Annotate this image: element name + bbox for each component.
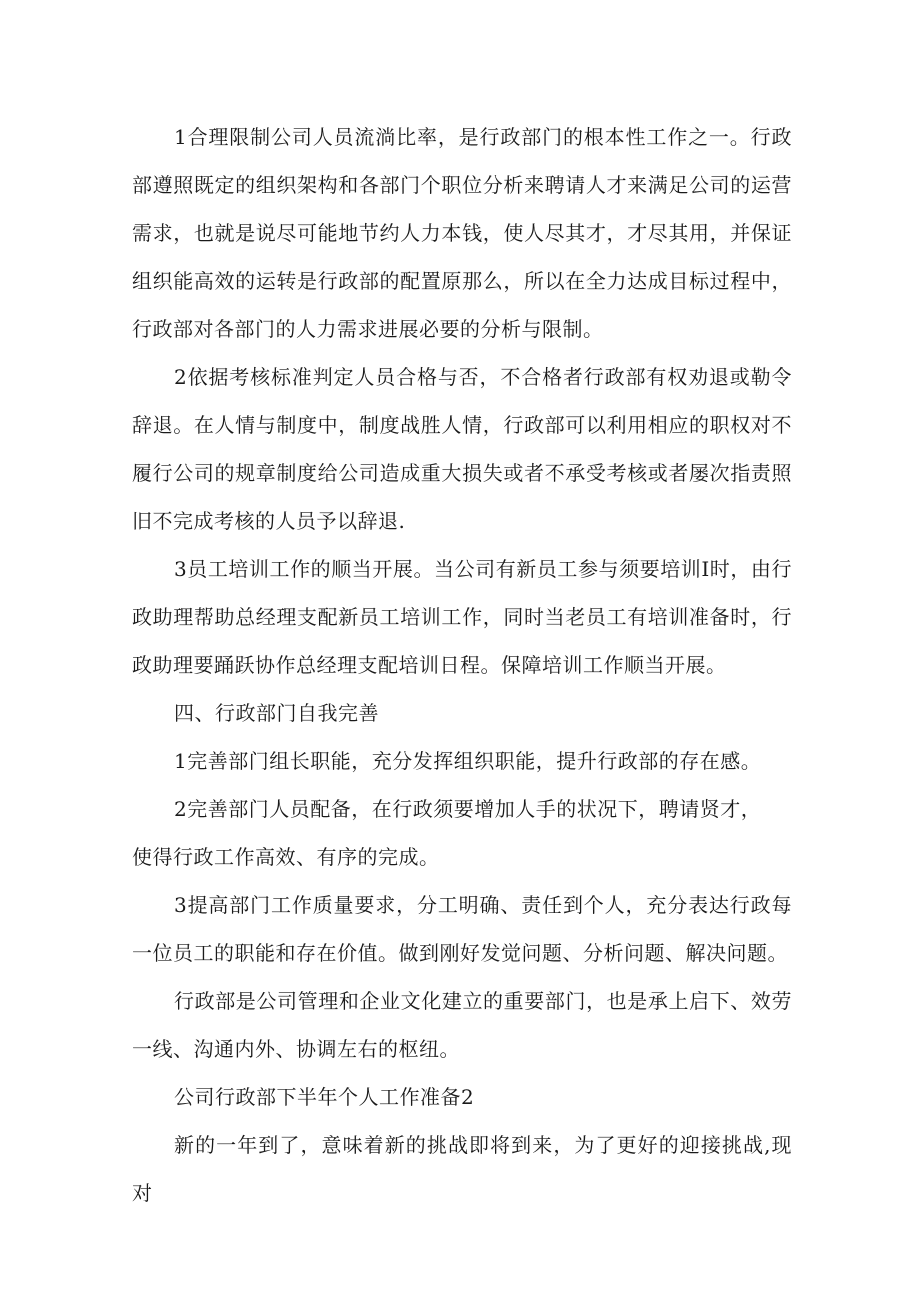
paragraph-5: 2完善部门人员配备，在行政须要增加人手的状况下，聘请贤才， <box>174 797 762 821</box>
paragraph-2: 2依据考核标准判定人员合格与否，不合格者行政部有权劝退或勒令辞退。在人情与制度中，制度战胜人情，行政部可以利用相应的职权对不履行公司的规章制度给公司造成重大损失或者不承受考核或者屡次指责照旧不完成考核的人员予以辞退. <box>132 365 792 533</box>
section-heading: 四、行政部门自我完善 <box>174 701 379 725</box>
paragraph-7: 行政部是公司管理和企业文化建立的重要部门，也是承上启下、效劳一线、沟通内外、协调左右的枢纽。 <box>132 989 792 1061</box>
paragraph-8: 新的一年到了，意味着新的挑战即将到来，为了更好的迎接挑战,现对 <box>132 1133 792 1205</box>
paragraph-4: 1完善部门组长职能，充分发挥组织职能，提升行政部的存在感。 <box>174 749 762 773</box>
document-title: 公司行政部下半年个人工作准备2 <box>174 1085 475 1109</box>
paragraph-5-continued: 使得行政工作高效、有序的完成。 <box>132 845 440 869</box>
paragraph-3: 3员工培训工作的顺当开展。当公司有新员工参与须要培训I时，由行政助理帮助总经理支配新员工培训工作，同时当老员工有培训准备时，行政助理要踊跃协作总经理支配培训日程。保障培训工作顺当开展。 <box>132 557 792 677</box>
paragraph-6: 3提高部门工作质量要求，分工明确、责任到个人，充分表达行政每一位员工的职能和存在价值。做到刚好发觉问题、分析问题、解决问题。 <box>132 893 792 965</box>
paragraph-1: 1合理限制公司人员流淌比率，是行政部门的根本性工作之一。行政部遵照既定的组织架构和各部门个职位分析来聘请人才来满足公司的运营需求，也就是说尽可能地节约人力本钱，使人尽其才，才尽其用，并保证组织能高效的运转是行政部的配置原那么，所以在全力达成目标过程中，行政部对各部门的人力需求进展必要的分析与限制。 <box>132 125 792 341</box>
